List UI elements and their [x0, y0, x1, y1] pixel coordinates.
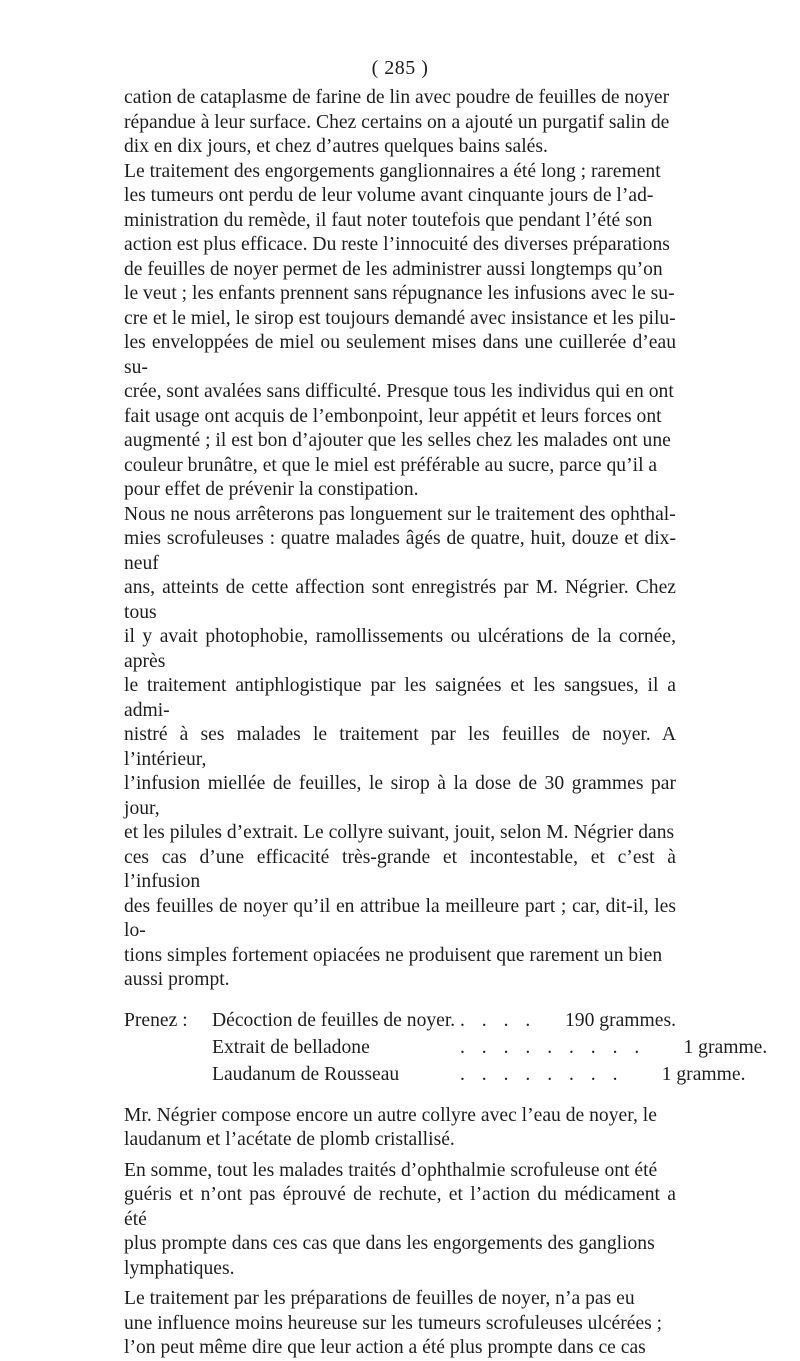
book-page	[124, 56, 768, 1361]
prescription-row	[124, 1061, 746, 1088]
prescription-item-quantity: 1 gramme.	[661, 1063, 746, 1085]
paragraph-4: Mr. Négrier compose encore un autre collyre avec l’eau de noyer, le laudanum et l’acétate de plomb cristallisé.	[124, 1104, 657, 1150]
paragraph-3: Nous ne nous arrêterons pas longuement sur le traitement des ophthal- mies scrofuleuses : quatre malades âgés de quatre, huit, douze et dix-neuf ans, atteints de cette affection sont enregistrés par M. Négrier. Chez tous il y avait photophobie, ramollissements ou ulcérations de la cornée, après le traitement antiphlogistique par les saignées et les sangsues, il a admi- nistré à ses malades le traitement par les feuilles de noyer. A l’intérieur, l’infusion miellée de feuilles, le sirop à la dose de 30 grammes par jour, et les pilules d’extrait. Le collyre suivant, jouit, selon M. Négrier dans ces cas d’une efficacité très-grande et incontestable, et c’est à l’infusion des feuilles de noyer qu’il en attribue la meilleure part ; car, dit-il, les lo- tions simples fortement opiacées ne produisent que rarement un bien aussi prompt.	[124, 503, 676, 990]
prescription-lead: Prenez :	[124, 1009, 188, 1031]
paragraph-6: Le traitement par les préparations de feuilles de noyer, n’a pas eu une influence moins heureuse sur les tumeurs scrofuleuses ulcérées ; l’on peut même dire que leur action a été plus prompte dans ce cas	[124, 1288, 663, 1358]
paragraph-2: Le traitement des engorgements ganglionnaires a été long ; rarement les tumeurs ont perdu de leur volume avant cinquante jours de l’ad- ministration du remède, il faut noter toutefois que pendant l’été son action est plus efficace. Du reste l’innocuité des diverses préparations de feuilles de noyer permet de les administrer aussi longtemps qu’on le veut ; les enfants prennent sans répugnance les infusions avec le su- cre et le miel, le sirop est toujours demandé avec insistance et les pilu- les enveloppées de miel ou seulement mises dans une cuillerée d’eau su- crée, sont avalées sans difficulté. Presque tous les individus qui en ont fait usage ont acquis de l’embonpoint, leur appétit et leurs forces ont augmenté ; il est bon d’ajouter que les selles chez les malades ont une couleur brunâtre, et que le miel est préférable au sucre, parce qu’il a pour effet de prévenir la constipation.	[124, 160, 676, 500]
prescription-item-name: Laudanum de Rousseau	[212, 1063, 400, 1085]
prescription-block	[124, 1007, 768, 1088]
paragraph-5: En somme, tout les malades traités d’ophthalmie scrofuleuse ont été guéris et n’ont pas éprouvé de rechute, et l’action du médicament a été plus prompte dans ces cas que dans les engorgements des ganglions lymphatiques.	[124, 1159, 676, 1279]
prescription-item-name: Extrait de belladone	[212, 1036, 370, 1058]
prescription-item-quantity: 190 grammes.	[564, 1009, 676, 1031]
prescription-item-name: Décoction de feuilles de noyer.	[212, 1009, 456, 1031]
prescription-leader-dots: . . . . . . . . .	[460, 1036, 646, 1058]
prescription-row	[124, 1007, 676, 1034]
paragraph-1: cation de cataplasme de farine de lin avec poudre de feuilles de noyer répandue à leur surface. Chez certains on a ajouté un purgatif salin de dix en dix jours, et chez d’autres quelques bains salés.	[124, 87, 670, 157]
prescription-leader-dots: . . . . . . . .	[460, 1063, 624, 1085]
page-number: ( 285 )	[371, 57, 429, 79]
prescription-row	[124, 1034, 768, 1061]
prescription-item-quantity: 1 gramme.	[683, 1036, 768, 1058]
prescription-leader-dots: . . . .	[460, 1009, 537, 1031]
